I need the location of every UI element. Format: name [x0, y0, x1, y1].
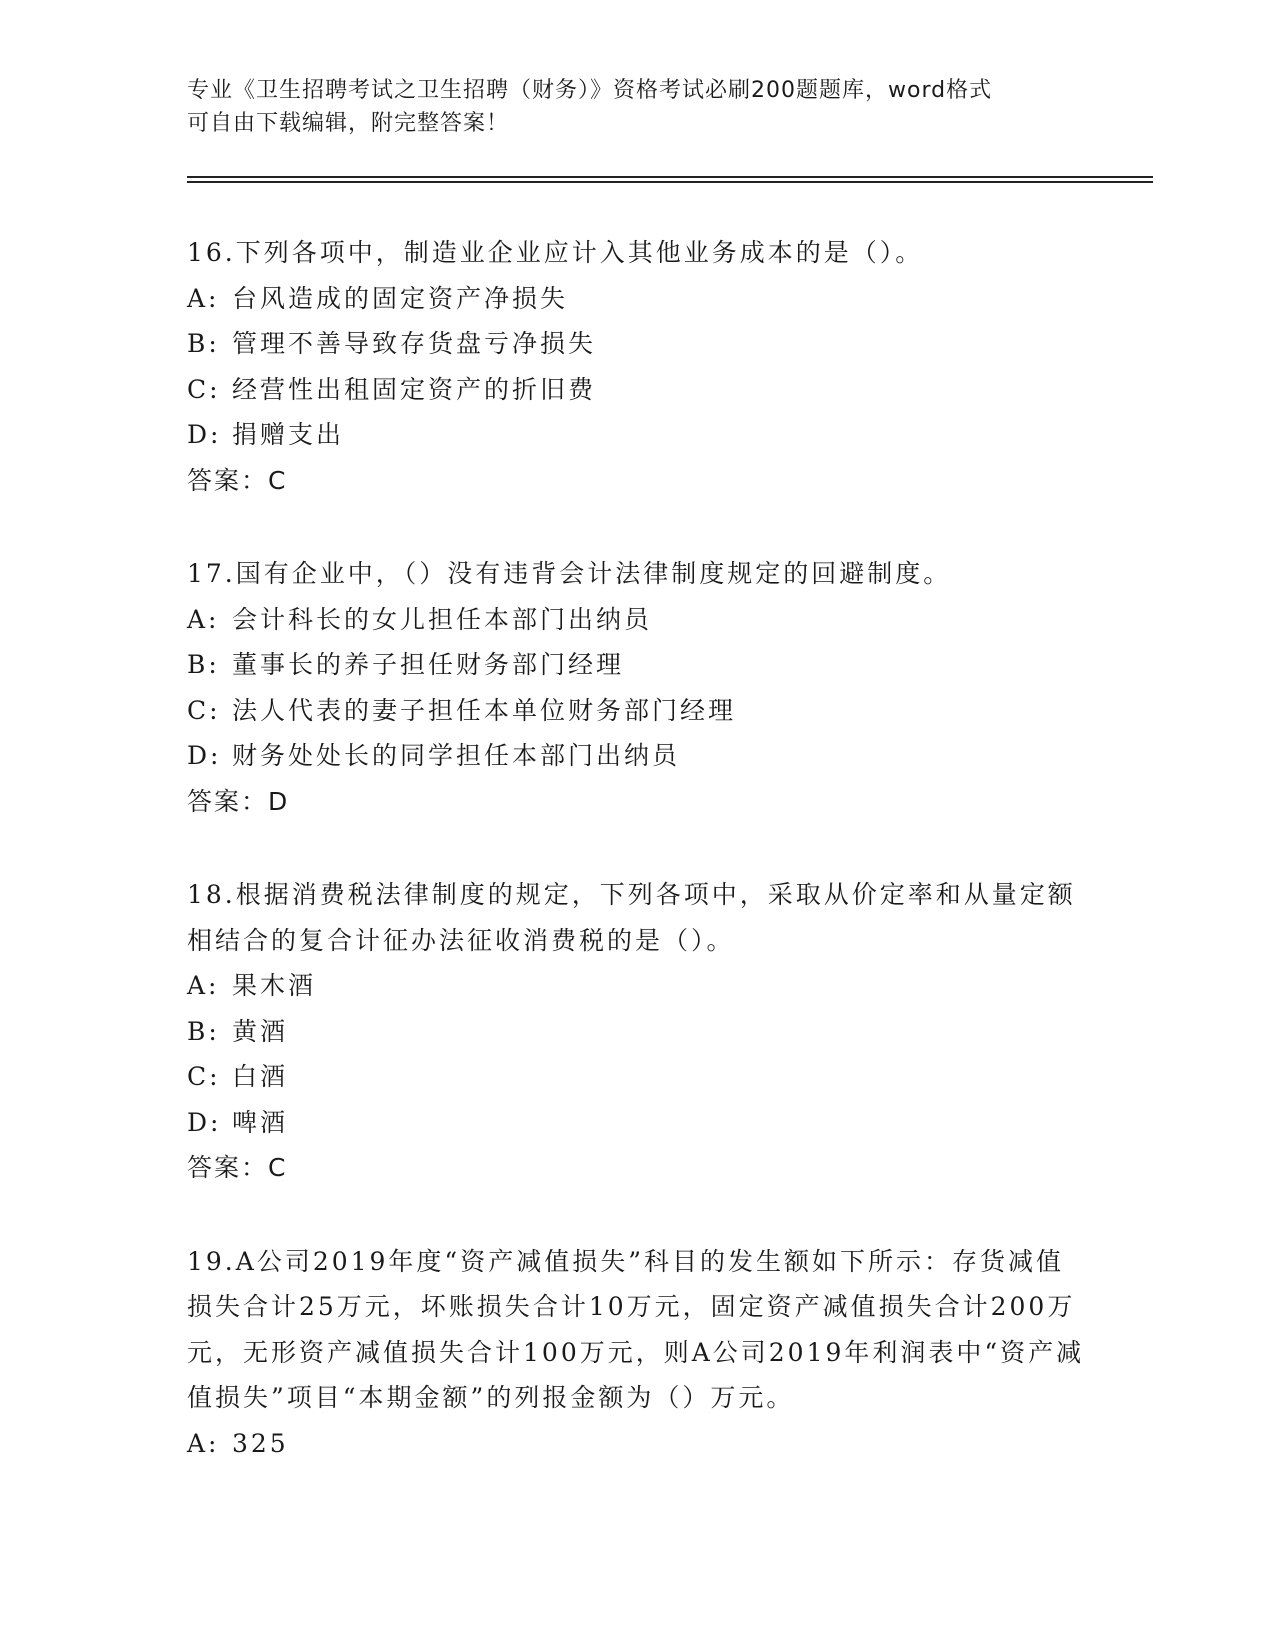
option-b [187, 642, 1087, 688]
question-16 [187, 230, 1087, 503]
option-text: 325 [232, 1428, 289, 1458]
option-a [187, 1421, 1087, 1467]
question-stem: 17.国有企业中，（）没有违背会计法律制度规定的回避制度。 [187, 559, 952, 588]
answer: 答案：D [187, 786, 290, 816]
option-key: B: [187, 650, 220, 679]
option-key: B: [187, 1016, 220, 1046]
option-b [187, 321, 1087, 367]
option-text: 会计科长的女儿担任本部门出纳员 [232, 604, 653, 634]
answer: 答案：C [187, 465, 288, 495]
header-line-1: 专业《卫生招聘考试之卫生招聘（财务）》资格考试必刷200题题库，word格式 [187, 78, 993, 103]
option-key: A: [187, 283, 220, 313]
question-stem: 19.A公司2019年度“资产减值损失”科目的发生额如下所示：存货减值损失合计25万元，坏账损失合计10万元，固定资产减值损失合计200万元，无形资产减值损失合计100万元，则A公司2019年利润表中“资产减值损失”项目“本期金额”的列报金额为（）万元。 [187, 1246, 1085, 1412]
option-key: C: [187, 374, 221, 404]
option-c [187, 367, 1087, 413]
option-key: A: [187, 1428, 220, 1458]
question-17 [187, 551, 1087, 824]
option-text: 法人代表的妻子担任本单位财务部门经理 [232, 695, 737, 725]
option-key: C: [187, 1062, 221, 1091]
question-19 [187, 1239, 1087, 1467]
option-text: 财务处处长的同学担任本部门出纳员 [232, 741, 681, 770]
option-key: D: [187, 420, 222, 449]
option-text: 果木酒 [232, 971, 317, 1000]
option-key: B: [187, 329, 220, 358]
option-d [187, 1100, 1087, 1146]
option-text: 管理不善导致存货盘亏净损失 [232, 329, 597, 358]
header-divider-bottom [187, 181, 1153, 183]
option-text: 白酒 [232, 1062, 289, 1091]
option-a [187, 276, 1087, 322]
option-text: 黄酒 [232, 1016, 289, 1046]
option-text: 经营性出租固定资产的折旧费 [232, 374, 597, 404]
header-line-2: 可自由下载编辑，附完整答案！ [187, 111, 510, 136]
option-key: D: [187, 741, 222, 770]
option-d [187, 412, 1087, 458]
option-key: C: [187, 695, 221, 725]
option-key: D: [187, 1107, 222, 1137]
option-text: 董事长的养子担任财务部门经理 [232, 650, 625, 679]
option-key: A: [187, 604, 220, 634]
document-header [187, 74, 1067, 140]
option-a [187, 597, 1087, 643]
option-c [187, 688, 1087, 734]
option-c [187, 1054, 1087, 1100]
option-text: 台风造成的固定资产净损失 [232, 283, 569, 313]
answer: 答案：C [187, 1153, 288, 1182]
question-stem: 16.下列各项中，制造业企业应计入其他业务成本的是（）。 [187, 238, 924, 267]
option-a [187, 963, 1087, 1009]
header-divider-top [187, 176, 1153, 178]
option-key: A: [187, 971, 220, 1000]
question-list [187, 230, 1087, 1514]
option-d [187, 733, 1087, 779]
option-text: 捐赠支出 [232, 420, 345, 449]
option-text: 啤酒 [232, 1107, 289, 1137]
question-18 [187, 872, 1087, 1191]
question-stem: 18.根据消费税法律制度的规定，下列各项中，采取从价定率和从量定额相结合的复合计征办法征收消费税的是（）。 [187, 880, 1076, 955]
option-b [187, 1009, 1087, 1055]
